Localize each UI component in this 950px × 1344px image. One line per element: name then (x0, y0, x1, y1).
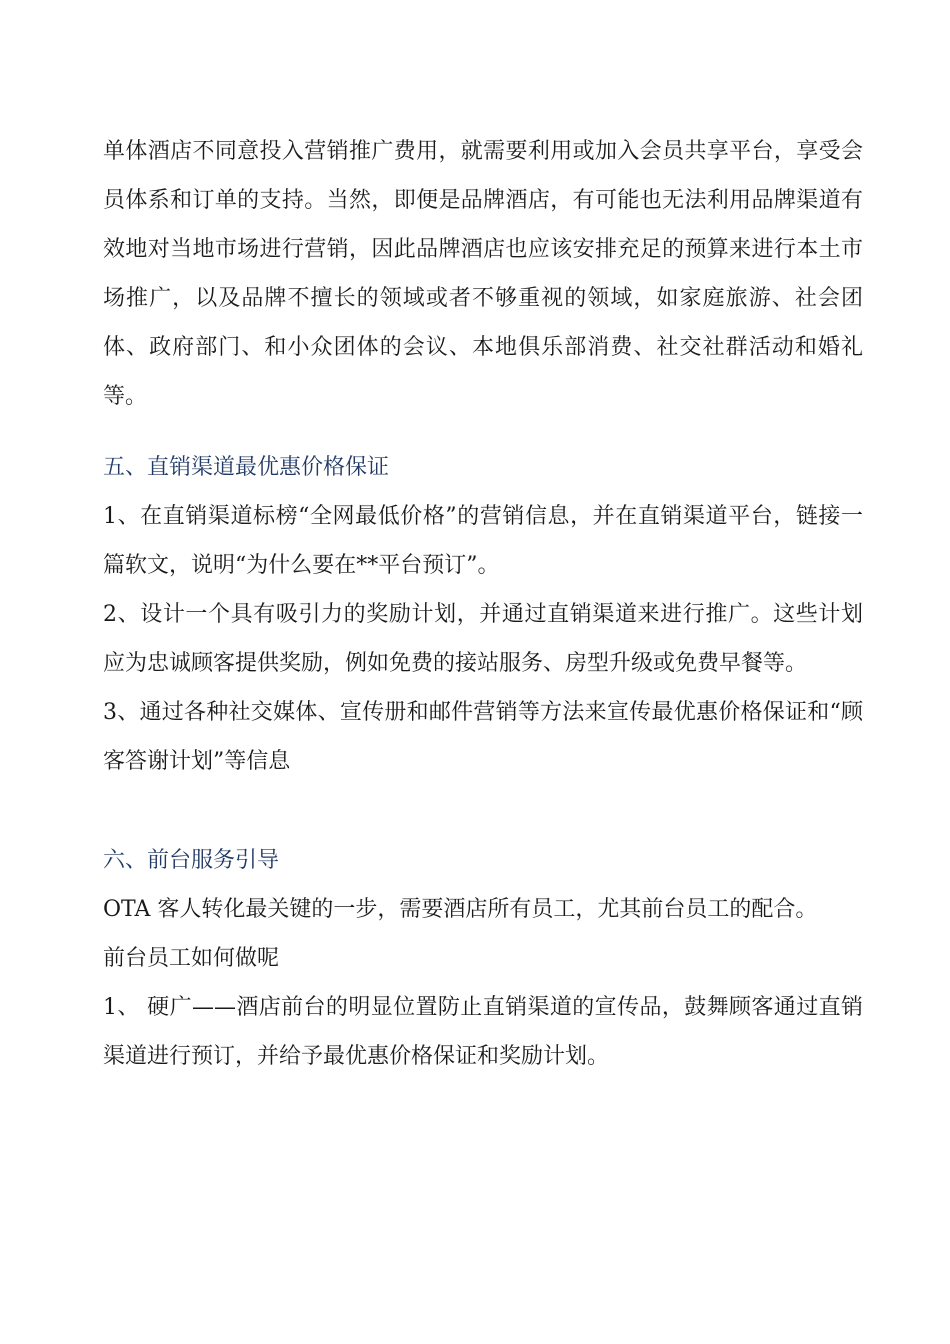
document-body (103, 127, 863, 1081)
list-item: 1、 硬广——酒店前台的明显位置防止直销渠道的宣传品，鼓舞顾客通过直销渠道进行预订，并给予最优惠价格保证和奖励计划。 (103, 995, 863, 1069)
spacer (103, 421, 863, 443)
section-intro: OTA 客人转化最关键的一步，需要酒店所有员工，尤其前台员工的配合。 (103, 897, 818, 922)
list-item: 2、设计一个具有吸引力的奖励计划，并通过直销渠道来进行推广。这些计划应为忠诚顾客提供奖励，例如免费的接站服务、房型升级或免费早餐等。 (103, 602, 863, 676)
list-item: 3、通过各种社交媒体、宣传册和邮件营销等方法来宣传最优惠价格保证和“顾客答谢计划”等信息 (103, 700, 863, 774)
intro-paragraph: 单体酒店不同意投入营销推广费用，就需要利用或加入会员共享平台，享受会员体系和订单的支持。当然，即便是品牌酒店，有可能也无法利用品牌渠道有效地对当地市场进行营销，因此品牌酒店也应该安排充足的预算来进行本土市场推广，以及品牌不擅长的领域或者不够重视的领域，如家庭旅游、社会团体、政府部门、和小众团体的会议、本地俱乐部消费、社交社群活动和婚礼等。 (103, 139, 863, 409)
section-heading-front-desk: 六、前台服务引导 (103, 848, 280, 873)
section-subheading: 前台员工如何做呢 (103, 946, 280, 971)
list-item: 1、在直销渠道标榜“全网最低价格”的营销信息，并在直销渠道平台，链接一篇软文，说明“为什么要在**平台预订”。 (103, 504, 863, 578)
spacer (103, 786, 863, 836)
section-heading-direct-channel-price: 五、直销渠道最优惠价格保证 (103, 455, 390, 480)
